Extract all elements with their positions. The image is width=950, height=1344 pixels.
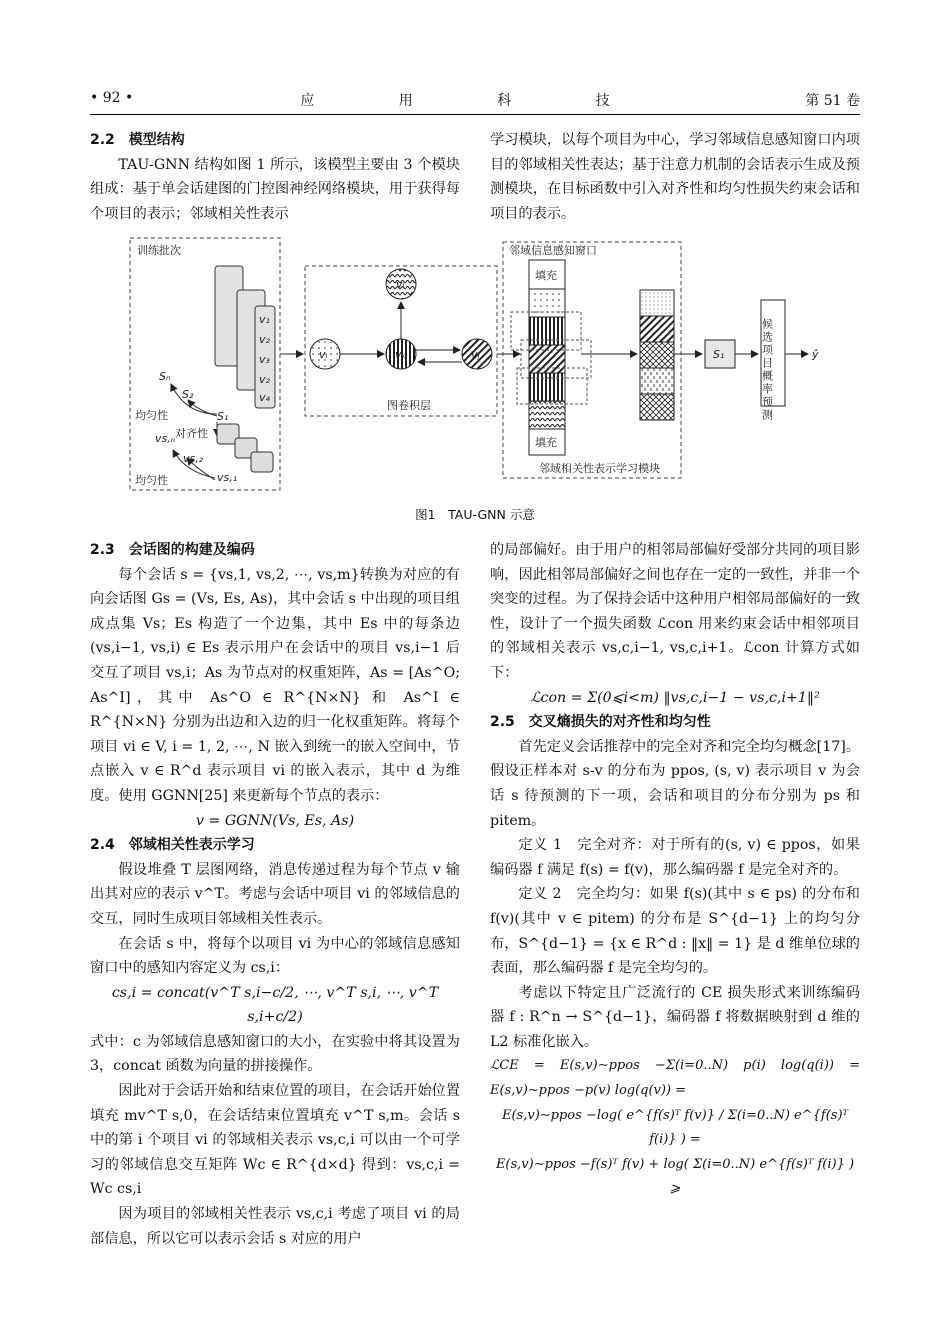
ggnn-equation: v = GGNN(Vs, Es, As) bbox=[195, 812, 355, 829]
section-2-4-paragraph-1: 假设堆叠 T 层图网络，消息传递过程为每个节点 v 输出其对应的表示 v^T。考虑与会话中项目 vi 的邻域信息的交互，同时生成项目邻域相关性表示。 bbox=[90, 861, 460, 927]
definition-2: 定义 2 完全均匀：如果 f(s)(其中 s ∈ ps) 的分布和 f(v)(其中 v ∈ pitem) 的分布是 S^{d−1} 上的均匀分布，S^{d−1} = {x ∈ R^d : ‖x‖ = 1} 是 d 维单位球的表面，那么编码器 f 是完全均匀的。 bbox=[490, 886, 860, 977]
right-main-column bbox=[490, 538, 860, 1202]
right-top-column bbox=[490, 128, 860, 226]
section-2-5-title: 2.5 交叉熵损失的对齐性和均匀性 bbox=[490, 714, 711, 731]
batch-item: v₃ bbox=[259, 353, 270, 366]
node-vk-label: vₖ bbox=[395, 348, 407, 361]
pad-label-top: 填充 bbox=[535, 269, 557, 282]
s1-label: S₁ bbox=[713, 348, 725, 361]
session-label: Sₙ bbox=[159, 370, 171, 383]
left-main-column bbox=[90, 538, 460, 1251]
section-2-4-paragraph-3: 式中：c 为邻域信息感知窗口的大小，在实验中将其设置为 3，concat 函数为向量的拼接操作。 bbox=[90, 1033, 460, 1075]
section-2-4-paragraph-2: 在会话 s 中，将每个以项目 vi 为中心的邻域信息感知窗口中的感知内容定义为 cs,i： bbox=[90, 935, 460, 977]
ce-equation-line-1: ℒCE = E(s,v)∼ppos −Σ(i=0..N) p(i) log(q(i)) = E(s,v)∼ppos −p(v) log(q(v)) = bbox=[490, 1058, 860, 1099]
section-2-4-paragraph-4: 因此对于会话开始和结束位置的项目，在会话开始位置填充 mv^T s,0，在会话结束位置填充 v^T s,m。会话 s 中的第 i 个项目 vi 的邻域相关表示 vs,c,i 可以由一个可学习的邻域信息交互矩阵 Wc ∈ R^{d×d} 得到：vs,c,i = Wc cs,i bbox=[90, 1083, 460, 1198]
vertex-label: vs,₂ bbox=[183, 452, 204, 465]
section-2-5-paragraph-1: 首先定义会话推荐中的完全对齐和完全均匀概念[17]。假设正样本对 s-v 的分布为 ppos, (s, v) 表示项目 v 为会话 s 待预测的下一项，会话和项目的分布分别为 ps 和 pitem。 bbox=[490, 738, 860, 829]
section-2-3-paragraph: 每个会话 s = {vs,1, vs,2, ⋯, vs,m}转换为对应的有向会话图 Gs = (Vs, Es, As)，其中会话 s 中出现的项目组成点集 Vs；Es 构造了一个边集，其中 Es 中的每条边(vs,i−1, vs,i) ∈ Es 表示用户在会话中的项目 vs,i−1 后交互了项目 vs,i；As 为节点对的权重矩阵，As = [As^O; As^I]，其中 As^O ∈ R^{N×N} 和 As^I ∈ R^{N×N} 分别为出边和入边的归一化权重矩阵。将每个项目 vi ∈ V, i = 1, 2, ⋯, N 嵌入到统一的嵌入空间中，节点嵌入 v ∈ R^d 表示项目 vi 的嵌入表示，其中 d 为维度。使用 GGNN[25] 来更新每个节点的表示： bbox=[90, 566, 460, 804]
definition-1: 定义 1 完全对齐：对于所有的(s, v) ∈ ppos，如果编码器 f 满足 f(s) = f(v)，那么编码器 f 是完全对齐的。 bbox=[490, 837, 860, 878]
vertex-label: vs,₁ bbox=[217, 471, 238, 484]
uniformity-label: 均匀性 bbox=[135, 474, 168, 487]
page-header bbox=[90, 90, 860, 112]
page-number: • 92 • bbox=[90, 90, 134, 106]
node-vl-label: vₗ bbox=[396, 278, 405, 291]
batch-item: v₂ bbox=[259, 333, 270, 346]
session-label: S₁ bbox=[217, 410, 229, 423]
volume-label: 第 51 卷 bbox=[805, 93, 860, 109]
lcon-equation: ℒcon = Σ(0⩽i<m) ‖vs,c,i−1 − vs,c,i+1‖² bbox=[530, 689, 820, 706]
node-vj-label: vⱼ bbox=[471, 348, 480, 361]
section-2-4-title: 2.4 邻域相关性表示学习 bbox=[90, 837, 255, 854]
module-label: 邻域相关性表示学习模块 bbox=[539, 462, 660, 475]
batch-item: v₄ bbox=[259, 391, 270, 404]
uniformity-label: 均匀性 bbox=[135, 409, 168, 422]
concat-equation: cs,i = concat(v^T s,i−c/2, ⋯, v^T s,i, ⋯, v^T s,i+c/2) bbox=[111, 984, 439, 1026]
window-label: 邻域信息感知窗口 bbox=[509, 244, 597, 257]
figure-tau-gnn bbox=[125, 232, 845, 494]
session-label: S₂ bbox=[182, 388, 194, 401]
section-2-2-paragraph-continued: 学习模块，以每个项目为中心，学习邻域信息感知窗口内项目的邻域相关性表达；基于注意力机制的会话表示生成及预测模块，在目标函数中引入对齐性和均匀性损失约束会话和项目的表示。 bbox=[490, 132, 860, 222]
candidate-prediction-label: 候选项目概率预测 bbox=[760, 318, 774, 422]
section-2-5-paragraph-ce: 考虑以下特定且广泛流行的 CE 损失形式来训练编码器 f : R^n → S^{d−1}，编码器 f 将数据映射到 d 维的 L2 标准化嵌入。 bbox=[490, 984, 860, 1050]
pad-label-bottom: 填充 bbox=[535, 436, 557, 449]
left-top-column bbox=[90, 128, 460, 226]
yhat-label: ŷ bbox=[812, 348, 819, 361]
vertex-label: vs,ₙ bbox=[155, 432, 176, 445]
ce-equation-line-2: E(s,v)∼ppos −log( e^{f(s)ᵀ f(v)} / Σ(i=0..N) e^{f(s)ᵀ f(i)} ) = bbox=[501, 1107, 848, 1148]
header-rule bbox=[90, 114, 860, 115]
section-2-3-title: 2.3 会话图的构建及编码 bbox=[90, 542, 255, 558]
batch-item: v₁ bbox=[259, 313, 270, 326]
training-batch-label: 训练批次 bbox=[137, 244, 181, 257]
alignment-label: 对齐性 bbox=[175, 427, 208, 440]
figure-caption: 图1 TAU-GNN 示意 bbox=[415, 507, 535, 522]
section-2-4-paragraph-continued: 的局部偏好。由于用户的相邻局部偏好受部分共同的项目影响，因此相邻局部偏好之间也存在一定的一致性，并非一个突变的过程。为了保持会话中这种用户相邻局部偏好的一致性，设计了一个损失函数 ℒcon 用来约束会话中相邻项目的邻域相关表示 vs,c,i−1, vs,c,i+1。ℒcon 计算方式如下： bbox=[490, 542, 860, 681]
section-2-4-paragraph-5: 因为项目的邻域相关性表示 vs,c,i 考虑了项目 vi 的局部信息，所以它可以表示会话 s 对应的用户 bbox=[90, 1206, 460, 1247]
batch-item: v₂ bbox=[259, 373, 270, 386]
section-2-2-title: 2.2 模型结构 bbox=[90, 132, 185, 148]
gcn-layer-label: 图卷积层 bbox=[387, 399, 431, 412]
section-2-2-paragraph: TAU-GNN 结构如图 1 所示，该模型主要由 3 个模块组成：基于单会话建图的门控图神经网络模块，用于获得每个项目的表示；邻域相关性表示 bbox=[90, 156, 460, 222]
journal-title: 应 用 科 技 bbox=[300, 93, 650, 109]
node-vi-label: vᵢ bbox=[319, 348, 328, 361]
ce-equation-line-3: E(s,v)∼ppos −f(s)ᵀ f(v) + log( Σ(i=0..N) e^{f(s)ᵀ f(i)} ) ⩾ bbox=[495, 1156, 855, 1197]
